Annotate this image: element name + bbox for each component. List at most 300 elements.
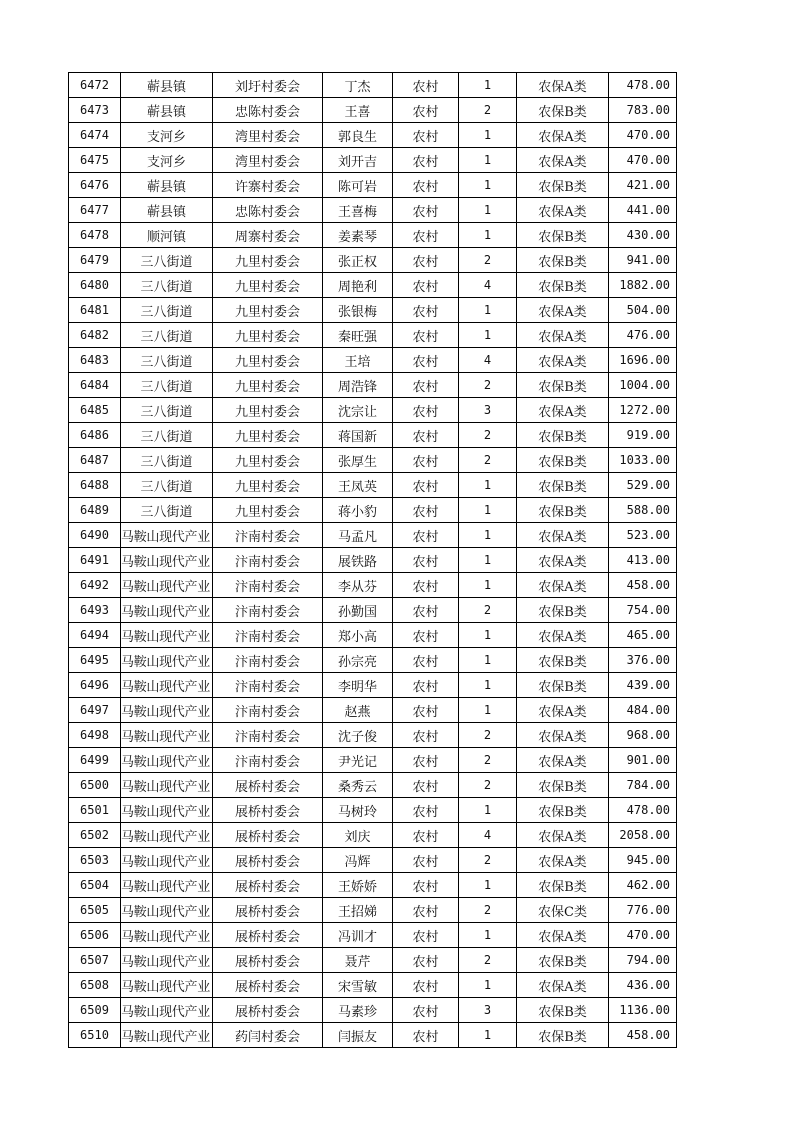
cell-town: 马鞍山现代产业 [121, 948, 213, 973]
cell-type: 农村 [393, 173, 459, 198]
cell-town: 三八街道 [121, 298, 213, 323]
table-row [69, 748, 677, 773]
cell-amount: 458.00 [609, 573, 677, 598]
cell-name: 冯训才 [323, 923, 393, 948]
cell-village: 展桥村委会 [213, 998, 323, 1023]
cell-type: 农村 [393, 223, 459, 248]
cell-name: 王招娣 [323, 898, 393, 923]
cell-type: 农村 [393, 473, 459, 498]
cell-village: 九里村委会 [213, 473, 323, 498]
cell-id: 6487 [69, 448, 121, 473]
cell-name: 展铁路 [323, 548, 393, 573]
table-row [69, 423, 677, 448]
cell-village: 忠陈村委会 [213, 98, 323, 123]
cell-name: 宋雪敏 [323, 973, 393, 998]
cell-name: 周浩锋 [323, 373, 393, 398]
cell-name: 郭良生 [323, 123, 393, 148]
cell-name: 沈宗让 [323, 398, 393, 423]
cell-id: 6473 [69, 98, 121, 123]
cell-name: 丁杰 [323, 73, 393, 98]
cell-name: 刘庆 [323, 823, 393, 848]
table-row [69, 123, 677, 148]
cell-amount: 478.00 [609, 73, 677, 98]
cell-count: 1 [459, 498, 517, 523]
cell-category: 农保A类 [517, 623, 609, 648]
cell-count: 2 [459, 373, 517, 398]
cell-amount: 919.00 [609, 423, 677, 448]
cell-type: 农村 [393, 73, 459, 98]
table-row [69, 373, 677, 398]
cell-category: 农保B类 [517, 1023, 609, 1048]
cell-count: 4 [459, 273, 517, 298]
cell-village: 九里村委会 [213, 423, 323, 448]
cell-town: 蕲县镇 [121, 198, 213, 223]
cell-count: 1 [459, 123, 517, 148]
cell-count: 1 [459, 198, 517, 223]
table-row [69, 998, 677, 1023]
cell-id: 6507 [69, 948, 121, 973]
cell-name: 马孟凡 [323, 523, 393, 548]
cell-name: 孙宗亮 [323, 648, 393, 673]
cell-type: 农村 [393, 648, 459, 673]
cell-village: 九里村委会 [213, 248, 323, 273]
cell-amount: 458.00 [609, 1023, 677, 1048]
cell-name: 桑秀云 [323, 773, 393, 798]
cell-id: 6472 [69, 73, 121, 98]
cell-type: 农村 [393, 598, 459, 623]
cell-village: 忠陈村委会 [213, 198, 323, 223]
table-row [69, 498, 677, 523]
cell-type: 农村 [393, 123, 459, 148]
cell-town: 三八街道 [121, 373, 213, 398]
cell-name: 王娇娇 [323, 873, 393, 898]
cell-name: 陈可岩 [323, 173, 393, 198]
cell-category: 农保A类 [517, 723, 609, 748]
cell-amount: 484.00 [609, 698, 677, 723]
cell-amount: 784.00 [609, 773, 677, 798]
cell-village: 九里村委会 [213, 273, 323, 298]
cell-amount: 1136.00 [609, 998, 677, 1023]
cell-id: 6497 [69, 698, 121, 723]
cell-name: 姜素琴 [323, 223, 393, 248]
cell-town: 马鞍山现代产业 [121, 623, 213, 648]
cell-name: 王喜 [323, 98, 393, 123]
cell-town: 马鞍山现代产业 [121, 598, 213, 623]
cell-amount: 430.00 [609, 223, 677, 248]
table-row [69, 923, 677, 948]
cell-type: 农村 [393, 148, 459, 173]
cell-type: 农村 [393, 873, 459, 898]
cell-id: 6476 [69, 173, 121, 198]
table-row [69, 523, 677, 548]
cell-name: 郑小高 [323, 623, 393, 648]
cell-id: 6484 [69, 373, 121, 398]
table-row [69, 873, 677, 898]
cell-category: 农保B类 [517, 173, 609, 198]
cell-id: 6475 [69, 148, 121, 173]
cell-type: 农村 [393, 898, 459, 923]
cell-amount: 901.00 [609, 748, 677, 773]
cell-village: 湾里村委会 [213, 148, 323, 173]
cell-village: 汴南村委会 [213, 548, 323, 573]
cell-type: 农村 [393, 248, 459, 273]
cell-count: 3 [459, 398, 517, 423]
cell-count: 1 [459, 173, 517, 198]
cell-village: 湾里村委会 [213, 123, 323, 148]
table-row [69, 298, 677, 323]
cell-type: 农村 [393, 998, 459, 1023]
cell-amount: 1696.00 [609, 348, 677, 373]
cell-name: 张银梅 [323, 298, 393, 323]
cell-id: 6510 [69, 1023, 121, 1048]
cell-count: 2 [459, 248, 517, 273]
cell-type: 农村 [393, 948, 459, 973]
cell-village: 展桥村委会 [213, 873, 323, 898]
cell-village: 展桥村委会 [213, 773, 323, 798]
cell-count: 1 [459, 973, 517, 998]
cell-amount: 754.00 [609, 598, 677, 623]
cell-id: 6479 [69, 248, 121, 273]
cell-type: 农村 [393, 673, 459, 698]
cell-count: 1 [459, 1023, 517, 1048]
table-row [69, 573, 677, 598]
cell-village: 汴南村委会 [213, 573, 323, 598]
cell-village: 九里村委会 [213, 348, 323, 373]
cell-amount: 413.00 [609, 548, 677, 573]
cell-amount: 1033.00 [609, 448, 677, 473]
cell-village: 九里村委会 [213, 323, 323, 348]
cell-count: 2 [459, 98, 517, 123]
cell-category: 农保C类 [517, 898, 609, 923]
cell-count: 1 [459, 623, 517, 648]
cell-amount: 1882.00 [609, 273, 677, 298]
cell-town: 支河乡 [121, 123, 213, 148]
cell-village: 九里村委会 [213, 298, 323, 323]
cell-village: 展桥村委会 [213, 948, 323, 973]
cell-name: 孙勤国 [323, 598, 393, 623]
cell-count: 1 [459, 698, 517, 723]
cell-type: 农村 [393, 98, 459, 123]
cell-category: 农保A类 [517, 348, 609, 373]
cell-id: 6504 [69, 873, 121, 898]
cell-count: 1 [459, 573, 517, 598]
cell-town: 蕲县镇 [121, 98, 213, 123]
table-row [69, 773, 677, 798]
cell-type: 农村 [393, 1023, 459, 1048]
table-row [69, 323, 677, 348]
cell-category: 农保A类 [517, 323, 609, 348]
cell-town: 三八街道 [121, 348, 213, 373]
cell-id: 6491 [69, 548, 121, 573]
cell-village: 九里村委会 [213, 373, 323, 398]
cell-name: 冯辉 [323, 848, 393, 873]
cell-town: 蕲县镇 [121, 173, 213, 198]
cell-category: 农保B类 [517, 423, 609, 448]
cell-village: 刘圩村委会 [213, 73, 323, 98]
cell-count: 2 [459, 748, 517, 773]
cell-type: 农村 [393, 548, 459, 573]
cell-type: 农村 [393, 723, 459, 748]
table-row [69, 723, 677, 748]
cell-name: 刘开吉 [323, 148, 393, 173]
table-row [69, 623, 677, 648]
cell-village: 九里村委会 [213, 448, 323, 473]
cell-name: 王凤英 [323, 473, 393, 498]
cell-town: 马鞍山现代产业 [121, 898, 213, 923]
cell-count: 1 [459, 148, 517, 173]
cell-id: 6499 [69, 748, 121, 773]
table-row [69, 698, 677, 723]
cell-id: 6486 [69, 423, 121, 448]
cell-category: 农保A类 [517, 923, 609, 948]
cell-name: 王喜梅 [323, 198, 393, 223]
table-row [69, 848, 677, 873]
cell-id: 6500 [69, 773, 121, 798]
cell-town: 三八街道 [121, 423, 213, 448]
cell-id: 6496 [69, 673, 121, 698]
cell-type: 农村 [393, 398, 459, 423]
cell-id: 6505 [69, 898, 121, 923]
cell-amount: 588.00 [609, 498, 677, 523]
cell-count: 4 [459, 823, 517, 848]
cell-amount: 2058.00 [609, 823, 677, 848]
table-row [69, 598, 677, 623]
cell-id: 6480 [69, 273, 121, 298]
table-row [69, 223, 677, 248]
cell-name: 聂芹 [323, 948, 393, 973]
cell-town: 三八街道 [121, 498, 213, 523]
cell-town: 马鞍山现代产业 [121, 923, 213, 948]
cell-category: 农保A类 [517, 123, 609, 148]
cell-type: 农村 [393, 973, 459, 998]
cell-id: 6494 [69, 623, 121, 648]
cell-village: 汴南村委会 [213, 623, 323, 648]
cell-town: 三八街道 [121, 473, 213, 498]
cell-amount: 783.00 [609, 98, 677, 123]
cell-name: 蒋国新 [323, 423, 393, 448]
cell-name: 尹光记 [323, 748, 393, 773]
table-row [69, 348, 677, 373]
cell-count: 2 [459, 423, 517, 448]
cell-type: 农村 [393, 848, 459, 873]
cell-town: 马鞍山现代产业 [121, 548, 213, 573]
cell-category: 农保A类 [517, 823, 609, 848]
cell-count: 2 [459, 898, 517, 923]
cell-town: 三八街道 [121, 448, 213, 473]
cell-village: 汴南村委会 [213, 673, 323, 698]
cell-name: 王培 [323, 348, 393, 373]
cell-village: 展桥村委会 [213, 898, 323, 923]
cell-town: 马鞍山现代产业 [121, 573, 213, 598]
cell-amount: 439.00 [609, 673, 677, 698]
cell-village: 汴南村委会 [213, 748, 323, 773]
cell-category: 农保B类 [517, 773, 609, 798]
cell-category: 农保A类 [517, 698, 609, 723]
cell-id: 6493 [69, 598, 121, 623]
cell-category: 农保A类 [517, 198, 609, 223]
cell-category: 农保B类 [517, 98, 609, 123]
cell-amount: 523.00 [609, 523, 677, 548]
cell-id: 6498 [69, 723, 121, 748]
cell-name: 沈子俊 [323, 723, 393, 748]
cell-category: 农保B类 [517, 598, 609, 623]
cell-category: 农保B类 [517, 873, 609, 898]
cell-amount: 476.00 [609, 323, 677, 348]
cell-id: 6488 [69, 473, 121, 498]
cell-id: 6478 [69, 223, 121, 248]
cell-category: 农保B类 [517, 448, 609, 473]
cell-amount: 462.00 [609, 873, 677, 898]
cell-amount: 470.00 [609, 123, 677, 148]
cell-type: 农村 [393, 573, 459, 598]
table-row [69, 548, 677, 573]
cell-town: 马鞍山现代产业 [121, 648, 213, 673]
cell-category: 农保A类 [517, 573, 609, 598]
cell-type: 农村 [393, 498, 459, 523]
cell-town: 三八街道 [121, 248, 213, 273]
cell-category: 农保B类 [517, 248, 609, 273]
table-row [69, 798, 677, 823]
cell-id: 6474 [69, 123, 121, 148]
table-row [69, 148, 677, 173]
cell-village: 药闫村委会 [213, 1023, 323, 1048]
cell-village: 展桥村委会 [213, 823, 323, 848]
cell-amount: 376.00 [609, 648, 677, 673]
cell-id: 6495 [69, 648, 121, 673]
cell-town: 马鞍山现代产业 [121, 823, 213, 848]
table-row [69, 823, 677, 848]
cell-town: 马鞍山现代产业 [121, 773, 213, 798]
cell-category: 农保A类 [517, 398, 609, 423]
cell-type: 农村 [393, 798, 459, 823]
table-row [69, 948, 677, 973]
spreadsheet-page [68, 72, 677, 1048]
cell-village: 汴南村委会 [213, 523, 323, 548]
cell-id: 6502 [69, 823, 121, 848]
cell-name: 周艳利 [323, 273, 393, 298]
cell-type: 农村 [393, 373, 459, 398]
cell-town: 顺河镇 [121, 223, 213, 248]
cell-amount: 478.00 [609, 798, 677, 823]
cell-type: 农村 [393, 623, 459, 648]
cell-type: 农村 [393, 773, 459, 798]
cell-id: 6501 [69, 798, 121, 823]
cell-town: 三八街道 [121, 273, 213, 298]
cell-count: 1 [459, 223, 517, 248]
cell-id: 6506 [69, 923, 121, 948]
cell-count: 1 [459, 298, 517, 323]
table-row [69, 248, 677, 273]
table-row [69, 448, 677, 473]
table-row [69, 273, 677, 298]
cell-count: 1 [459, 73, 517, 98]
cell-town: 马鞍山现代产业 [121, 523, 213, 548]
cell-town: 蕲县镇 [121, 73, 213, 98]
cell-type: 农村 [393, 298, 459, 323]
cell-id: 6489 [69, 498, 121, 523]
cell-id: 6503 [69, 848, 121, 873]
cell-village: 九里村委会 [213, 398, 323, 423]
cell-type: 农村 [393, 198, 459, 223]
cell-town: 马鞍山现代产业 [121, 748, 213, 773]
cell-town: 马鞍山现代产业 [121, 698, 213, 723]
cell-category: 农保A类 [517, 973, 609, 998]
cell-count: 1 [459, 548, 517, 573]
cell-count: 3 [459, 998, 517, 1023]
cell-village: 汴南村委会 [213, 723, 323, 748]
beneficiary-table [68, 72, 677, 1048]
cell-town: 马鞍山现代产业 [121, 973, 213, 998]
cell-town: 马鞍山现代产业 [121, 723, 213, 748]
table-row [69, 98, 677, 123]
cell-category: 农保B类 [517, 498, 609, 523]
cell-village: 许寨村委会 [213, 173, 323, 198]
cell-count: 2 [459, 948, 517, 973]
cell-amount: 1004.00 [609, 373, 677, 398]
cell-category: 农保A类 [517, 748, 609, 773]
cell-type: 农村 [393, 448, 459, 473]
cell-id: 6508 [69, 973, 121, 998]
table-body [69, 73, 677, 1048]
cell-id: 6492 [69, 573, 121, 598]
cell-type: 农村 [393, 273, 459, 298]
cell-category: 农保B类 [517, 273, 609, 298]
cell-amount: 421.00 [609, 173, 677, 198]
cell-id: 6485 [69, 398, 121, 423]
cell-type: 农村 [393, 348, 459, 373]
cell-amount: 945.00 [609, 848, 677, 873]
cell-id: 6490 [69, 523, 121, 548]
cell-count: 1 [459, 648, 517, 673]
cell-count: 1 [459, 323, 517, 348]
cell-amount: 941.00 [609, 248, 677, 273]
cell-id: 6477 [69, 198, 121, 223]
cell-town: 马鞍山现代产业 [121, 998, 213, 1023]
table-row [69, 198, 677, 223]
cell-amount: 776.00 [609, 898, 677, 923]
cell-amount: 441.00 [609, 198, 677, 223]
cell-count: 1 [459, 473, 517, 498]
cell-category: 农保A类 [517, 148, 609, 173]
cell-count: 2 [459, 448, 517, 473]
cell-count: 1 [459, 673, 517, 698]
cell-id: 6509 [69, 998, 121, 1023]
cell-id: 6481 [69, 298, 121, 323]
table-row [69, 473, 677, 498]
cell-type: 农村 [393, 923, 459, 948]
cell-count: 2 [459, 773, 517, 798]
cell-amount: 465.00 [609, 623, 677, 648]
cell-count: 1 [459, 523, 517, 548]
cell-village: 展桥村委会 [213, 923, 323, 948]
cell-category: 农保B类 [517, 673, 609, 698]
cell-name: 秦旺强 [323, 323, 393, 348]
cell-id: 6483 [69, 348, 121, 373]
cell-amount: 529.00 [609, 473, 677, 498]
cell-name: 李从芬 [323, 573, 393, 598]
cell-category: 农保B类 [517, 948, 609, 973]
cell-name: 李明华 [323, 673, 393, 698]
cell-count: 2 [459, 723, 517, 748]
cell-name: 蒋小豹 [323, 498, 393, 523]
cell-amount: 504.00 [609, 298, 677, 323]
cell-name: 张正权 [323, 248, 393, 273]
cell-type: 农村 [393, 698, 459, 723]
cell-town: 三八街道 [121, 323, 213, 348]
table-row [69, 173, 677, 198]
cell-town: 支河乡 [121, 148, 213, 173]
cell-count: 1 [459, 873, 517, 898]
